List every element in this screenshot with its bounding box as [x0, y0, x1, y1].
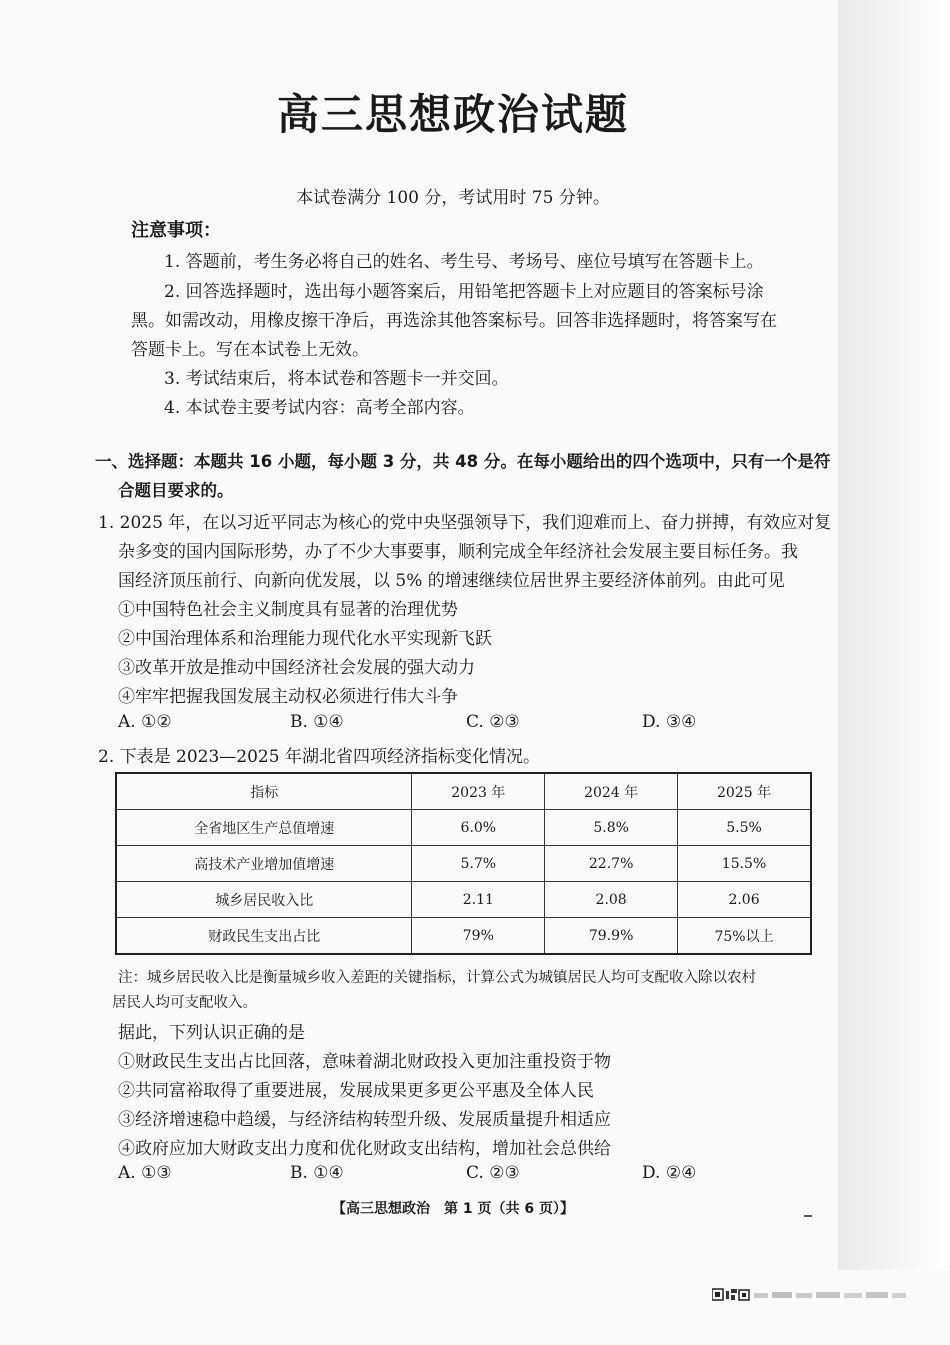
table-cell: 城乡居民收入比: [116, 882, 412, 918]
note-line-5: 3. 考试结束后，将本试卷和答题卡一并交回。: [164, 369, 509, 389]
note-line-3: 黑。如需改动，用橡皮擦干净后，再选涂其他答案标号。回答非选择题时，将答案写在: [131, 311, 777, 331]
note-line-2: 2. 回答选择题时，选出每小题答案后，用铅笔把答题卡上对应题目的答案标号涂: [164, 282, 764, 302]
table-row: [116, 810, 811, 846]
q2-item-1: ①财政民生支出占比回落，意味着湖北财政投入更加注重投资于物: [118, 1052, 611, 1072]
q1-item-2: ②中国治理体系和治理能力现代化水平实现新飞跃: [118, 629, 492, 649]
q1-option-d: D. ③④: [642, 712, 697, 732]
page-footer: 【高三思想政治 第 1 页（共 6 页）】: [332, 1201, 574, 1217]
table-cell: 6.0%: [412, 810, 545, 846]
table-header-cell: 指标: [116, 773, 412, 810]
q2-option-a: A. ①③: [118, 1163, 172, 1183]
note-line-1: 1. 答题前，考生务必将自己的姓名、考生号、考场号、座位号填写在答题卡上。: [164, 252, 764, 272]
q2-option-c: C. ②③: [466, 1163, 520, 1183]
q1-option-c: C. ②③: [466, 712, 520, 732]
table-header-cell: 2025 年: [678, 773, 811, 810]
table-cell: 75%以上: [678, 918, 811, 955]
table-cell: 2.08: [545, 882, 678, 918]
section-heading-line-1: 一、选择题：本题共 16 小题，每小题 3 分，共 48 分。在每小题给出的四个选项中，只有一个是符: [95, 452, 831, 471]
table-cell: 5.7%: [412, 846, 545, 882]
table-cell: 15.5%: [678, 846, 811, 882]
table-header-cell: 2024 年: [545, 773, 678, 810]
table-cell: 财政民生支出占比: [116, 918, 412, 955]
table-cell: 5.8%: [545, 810, 678, 846]
table-header-row: [116, 773, 811, 810]
q2-option-d: D. ②④: [642, 1163, 697, 1183]
q1-option-b: B. ①④: [290, 712, 344, 732]
table-cell: 5.5%: [678, 810, 811, 846]
table-cell: 高技术产业增加值增速: [116, 846, 412, 882]
q1-stem-line-2: 杂多变的国内国际形势，办了不少大事要事，顺利完成全年经济社会发展主要目标任务。我: [118, 542, 798, 562]
q2-item-2: ②共同富裕取得了重要进展，发展成果更多更公平惠及全体人民: [118, 1081, 594, 1101]
q2-note-line-1: 注：城乡居民收入比是衡量城乡收入差距的关键指标，计算公式为城镇居民人均可支配收入除以农村: [118, 970, 756, 986]
watermark-strip-icon: [712, 1288, 912, 1302]
table-cell: 全省地区生产总值增速: [116, 810, 412, 846]
note-line-4: 答题卡上。写在本试卷上无效。: [131, 340, 369, 360]
table-cell: 79%: [412, 918, 545, 955]
q1-item-3: ③改革开放是推动中国经济社会发展的强大动力: [118, 658, 475, 678]
table-cell: 2.11: [412, 882, 545, 918]
q2-stem: 2. 下表是 2023—2025 年湖北省四项经济指标变化情况。: [98, 747, 540, 767]
q2-item-3: ③经济增速稳中趋缓，与经济结构转型升级、发展质量提升相适应: [118, 1110, 611, 1130]
q2-option-b: B. ①④: [290, 1163, 344, 1183]
notes-heading: 注意事项：: [131, 220, 221, 241]
table-row: [116, 882, 811, 918]
q1-option-a: A. ①②: [118, 712, 172, 732]
table-cell: 79.9%: [545, 918, 678, 955]
section-heading-line-2: 合题目要求的。: [118, 481, 234, 500]
page-title: 高三思想政治试题: [276, 90, 629, 139]
q1-stem-line-1: 1. 2025 年，在以习近平同志为核心的党中央坚强领导下，我们迎难而上、奋力拼搏，有效应对复: [98, 513, 832, 533]
exam-info: 本试卷满分 100 分，考试用时 75 分钟。: [296, 188, 610, 208]
scan-mark: [804, 1215, 812, 1217]
note-line-6: 4. 本试卷主要考试内容：高考全部内容。: [164, 398, 475, 418]
table-row: [116, 846, 811, 882]
q2-lead: 据此，下列认识正确的是: [118, 1023, 305, 1043]
table-row: [116, 918, 811, 955]
table-cell: 22.7%: [545, 846, 678, 882]
q1-item-1: ①中国特色社会主义制度具有显著的治理优势: [118, 600, 458, 620]
q2-item-4: ④政府应加大财政支出力度和优化财政支出结构，增加社会总供给: [118, 1139, 611, 1159]
table-cell: 2.06: [678, 882, 811, 918]
table-header-cell: 2023 年: [412, 773, 545, 810]
q1-item-4: ④牢牢把握我国发展主动权必须进行伟大斗争: [118, 687, 458, 707]
indicator-table: [115, 772, 812, 955]
q2-note-line-2: 居民人均可支配收入。: [112, 995, 257, 1011]
q1-stem-line-3: 国经济顶压前行、向新向优发展，以 5% 的增速继续位居世界主要经济体前列。由此可见: [118, 571, 785, 591]
